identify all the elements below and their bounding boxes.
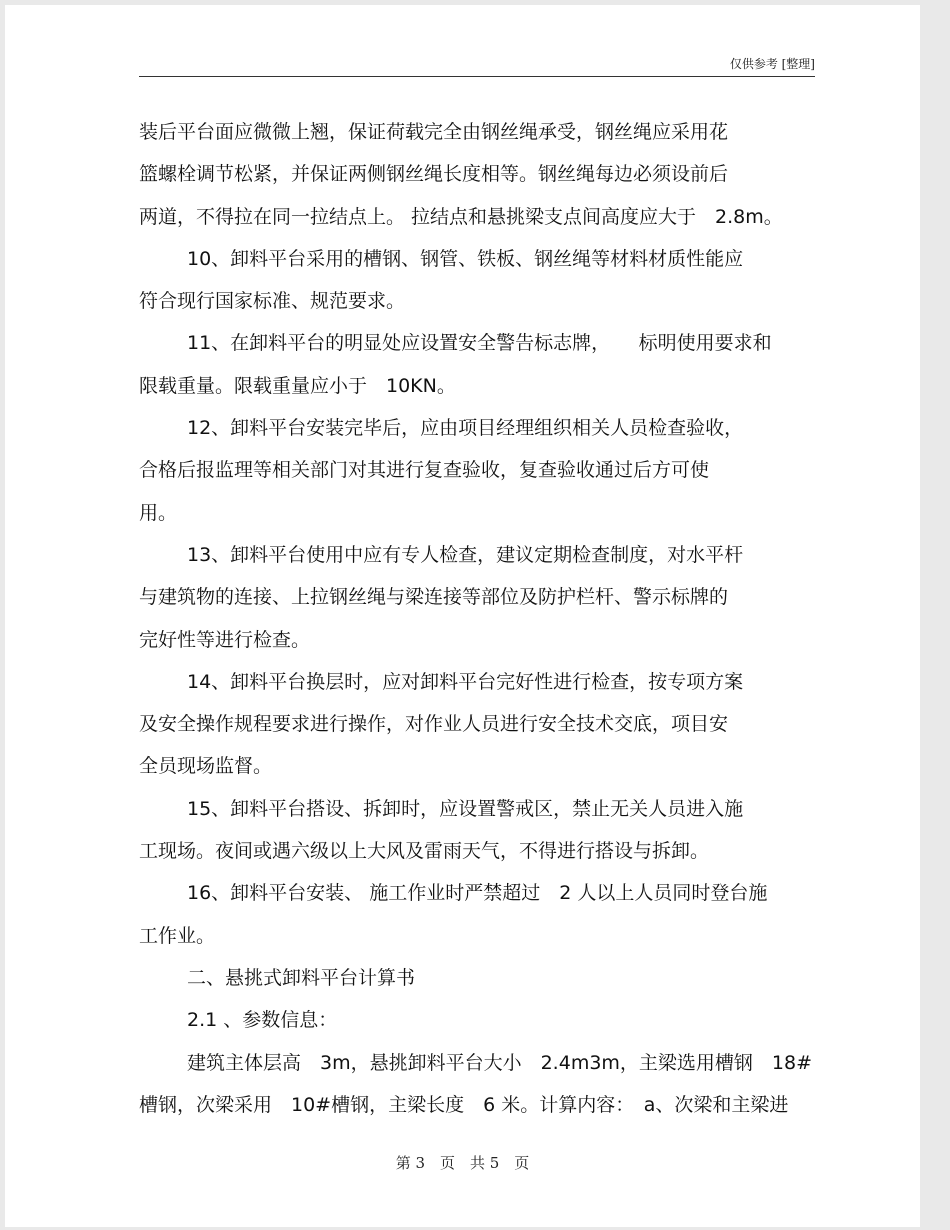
text-line: 全员现场监督。 [139, 755, 273, 778]
header-divider [139, 76, 815, 77]
text-line: 合格后报监理等相关部门对其进行复查验收，复查验收通过后方可使 [139, 459, 710, 482]
text-line: 装后平台面应微微上翘，保证荷载完全由钢丝绳承受，钢丝绳应采用花 [139, 121, 729, 143]
body-text [139, 111, 815, 1126]
page-header: 仅供参考 [整理] [729, 57, 815, 71]
text-line: 16、卸料平台安装、 施工作业时严禁超过 2 人以上人员同时登台施 [187, 882, 768, 905]
text-line: 14、卸料平台换层时，应对卸料平台完好性进行检查，按专项方案 [187, 670, 744, 693]
text-line: 符合现行国家标准、规范要求。 [139, 290, 406, 313]
text-line: 建筑主体层高 3m，悬挑卸料平台大小 2.4m3m，主梁选用槽钢 18# [187, 1051, 813, 1074]
text-line: 2.1 、参数信息： [187, 1009, 338, 1032]
text-line: 与建筑物的连接、上拉钢丝绳与梁连接等部位及防护栏杆、警示标牌的 [139, 586, 729, 609]
text-line: 槽钢，次梁采用 10#槽钢，主梁长度 6 米。计算内容： a、次梁和主梁进 [139, 1093, 789, 1116]
text-line: 12、卸料平台安装完毕后，应由项目经理组织相关人员检查验收， [187, 417, 744, 440]
text-line: 篮螺栓调节松紧，并保证两侧钢丝绳长度相等。钢丝绳每边必须设前后 [139, 163, 729, 186]
text-line: 两道，不得拉在同一拉结点上。 拉结点和悬挑梁支点间高度应大于 2.8m。 [139, 205, 783, 228]
text-line: 用。 [139, 501, 178, 524]
text-line: 完好性等进行检查。 [139, 628, 311, 651]
text-line: 工现场。夜间或遇六级以上大风及雷雨天气，不得进行搭设与拆卸。 [139, 840, 710, 863]
text-line: 15、卸料平台搭设、拆卸时，应设置警戒区，禁止无关人员进入施 [187, 797, 744, 820]
text-line: 11、在卸料平台的明显处应设置安全警告标志牌， 标明使用要求和 [187, 332, 772, 355]
text-line: 二、悬挑式卸料平台计算书 [187, 966, 416, 989]
text-line: 10、卸料平台采用的槽钢、钢管、铁板、钢丝绳等材料材质性能应 [187, 247, 744, 270]
text-line: 工作业。 [139, 924, 216, 947]
text-line: 限载重量。限载重量应小于 10KN。 [139, 374, 456, 397]
page-footer: 第 3 页 共 5 页 [395, 1154, 530, 1172]
text-line: 及安全操作规程要求进行操作，对作业人员进行安全技术交底，项目安 [139, 713, 729, 736]
text-line: 13、卸料平台使用中应有专人检查，建议定期检查制度，对水平杆 [187, 543, 744, 566]
document-page [5, 5, 920, 1227]
